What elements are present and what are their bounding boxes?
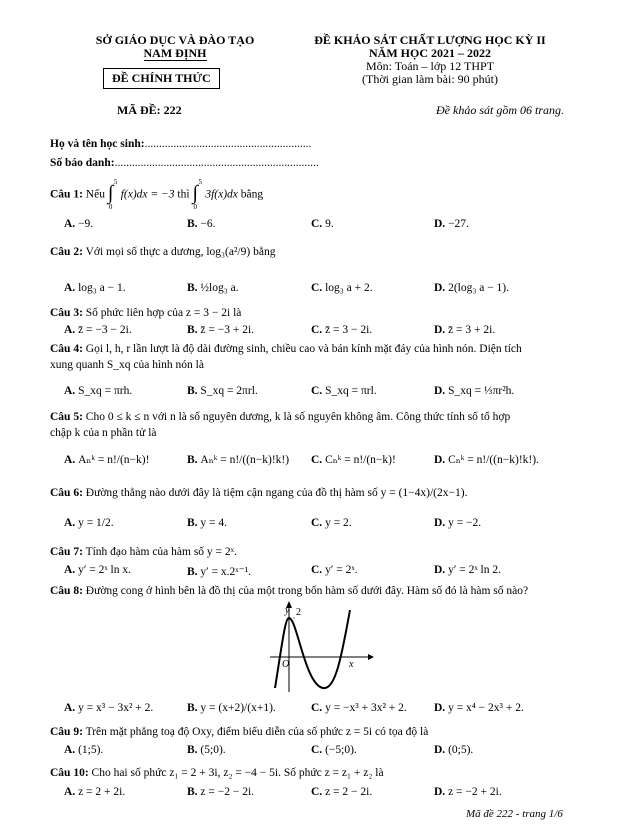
q7-text: Tính đạo hàm của hàm số y = 2ˣ. [85, 546, 237, 558]
q1-text-a: Nếu [85, 188, 105, 201]
q7-option-b[interactable]: B. y′ = x.2ˣ⁻¹. [187, 566, 252, 578]
q7-option-c[interactable]: C. y′ = 2ˣ. [311, 564, 358, 576]
integral-sign: ∫ 5 0 [107, 178, 118, 211]
question-8 [50, 585, 528, 597]
q10-option-b[interactable]: B. z = −2 − 2i. [187, 786, 255, 798]
q6-option-a[interactable]: A. y = 1/2. [64, 517, 114, 529]
official-badge: ĐỀ CHÍNH THỨC [103, 68, 220, 89]
q5-option-d[interactable]: D. Cₙᵏ = n!/((n−k)!k!). [434, 454, 539, 466]
student-id-row [50, 157, 319, 169]
q9-option-d[interactable]: D. (0;5). [434, 744, 474, 756]
q3-option-a[interactable]: A. z̄ = −3 − 2i. [64, 324, 132, 336]
q9-text: Trên mặt phẳng toạ độ Oxy, điểm biểu diễn của số phức z = 5i có tọa độ là [85, 726, 429, 738]
question-label: Câu 8: [50, 585, 83, 597]
q4-option-a[interactable]: A. S_xq = πrh. [64, 385, 133, 397]
q4-option-d[interactable]: D. S_xq = ⅓πr²h. [434, 385, 515, 397]
student-name-row [50, 138, 311, 150]
department-name: SỞ GIÁO DỤC VÀ ĐÀO TẠO [95, 33, 255, 47]
student-id-dots: ....................................................................... [114, 157, 319, 169]
q1-integral2: 3f(x)dx [205, 188, 238, 201]
q7-option-d[interactable]: D. y′ = 2ˣ ln 2. [434, 564, 501, 576]
question-label: Câu 6: [50, 487, 83, 499]
q6-text: Đường thẳng nào dưới đây là tiệm cận ngang của đồ thị hàm số y = (1−4x)/(2x−1). [85, 487, 468, 499]
origin-label: O [282, 659, 290, 670]
question-4 [50, 343, 522, 355]
exam-code: MÃ ĐỀ: 222 [117, 103, 182, 117]
student-name-label: Họ và tên học sinh: [50, 138, 145, 150]
page-footer: Mã đề 222 - trang 1/6 [466, 808, 563, 820]
q9-option-b[interactable]: B. (5;0). [187, 744, 226, 756]
question-1 [50, 178, 264, 211]
q8-text: Đường cong ở hình bên là đồ thị của một trong bốn hàm số dưới đây. Hàm số đó là hàm số nào? [85, 585, 529, 597]
student-id-label: Số báo danh: [50, 157, 115, 169]
x-axis-arrow [368, 654, 374, 660]
school-year: NĂM HỌC 2021 – 2022 [369, 46, 491, 60]
q8-option-c[interactable]: C. y = −x³ + 3x² + 2. [311, 702, 407, 714]
q2-text: Với mọi số thực a dương, log₃(a²/9) bằng [85, 246, 276, 258]
q5-text-1: Cho 0 ≤ k ≤ n với n là số nguyên dương, k là số nguyên không âm. Công thức tính số tổ hợp [85, 411, 511, 423]
q10-option-c[interactable]: C. z = 2 − 2i. [311, 786, 373, 798]
pages-note: Đề khảo sát gồm 06 trang. [436, 103, 564, 117]
q6-option-c[interactable]: C. y = 2. [311, 517, 352, 529]
q8-option-d[interactable]: D. y = x⁴ − 2x³ + 2. [434, 702, 524, 714]
q6-option-b[interactable]: B. y = 4. [187, 517, 228, 529]
question-label: Câu 4: [50, 343, 83, 355]
question-2 [50, 246, 275, 258]
q1-option-b[interactable]: B. −6. [187, 218, 216, 230]
q4-option-b[interactable]: B. S_xq = 2πrl. [187, 385, 258, 397]
question-label: Câu 10: [50, 767, 89, 779]
q5-option-b[interactable]: B. Aₙᵏ = n!/((n−k)!k!) [187, 454, 290, 466]
question-label: Câu 2: [50, 246, 83, 258]
q1-mid: thì [177, 188, 190, 201]
question-label: Câu 5: [50, 411, 83, 423]
q5-option-c[interactable]: C. Cₙᵏ = n!/(n−k)! [311, 454, 396, 466]
q4-option-c[interactable]: C. S_xq = πrl. [311, 385, 377, 397]
cubic-curve [275, 610, 350, 688]
subject-line: Môn: Toán – lớp 12 THPT [365, 59, 495, 73]
q1-integral1: f(x)dx = −3 [120, 188, 175, 201]
y-tick-2: 2 [296, 607, 301, 618]
q2-option-a[interactable]: A. log₃ a − 1. [64, 282, 126, 294]
integral-sign: ∫ 5 0 [192, 178, 202, 211]
q4-text-1: Gọi l, h, r lần lượt là độ dài đường sinh, chiều cao và bán kính mặt đáy của hình nón. Diện tích [85, 343, 522, 355]
department-city: NAM ĐỊNH [143, 46, 207, 60]
q10-option-a[interactable]: A. z = 2 + 2i. [64, 786, 126, 798]
q10-option-d[interactable]: D. z = −2 + 2i. [434, 786, 502, 798]
q9-option-c[interactable]: C. (−5;0). [311, 744, 357, 756]
q7-option-a[interactable]: A. y′ = 2ˣ ln x. [64, 564, 131, 576]
q1-tail: bằng [240, 188, 264, 201]
q9-option-a[interactable]: A. (1;5). [64, 744, 104, 756]
q5-option-a[interactable]: A. Aₙᵏ = n!/(n−k)! [64, 454, 150, 466]
q3-option-c[interactable]: C. z̄ = 3 − 2i. [311, 324, 373, 336]
q2-option-c[interactable]: C. log₃ a + 2. [311, 282, 373, 294]
q1-option-d[interactable]: D. −27. [434, 218, 469, 230]
question-5 [50, 411, 510, 423]
q8-option-a[interactable]: A. y = x³ − 3x² + 2. [64, 702, 154, 714]
q1-option-c[interactable]: C. 9. [311, 218, 334, 230]
q10-text: Cho hai số phức z₁ = 2 + 3i, z₂ = −4 − 5i. Số phức z = z₁ + z₂ là [91, 767, 384, 779]
y-label: y [285, 605, 290, 616]
question-7 [50, 546, 237, 558]
question-label: Câu 3: [50, 307, 83, 319]
question-10 [50, 767, 384, 779]
question-label: Câu 7: [50, 546, 83, 558]
q2-option-b[interactable]: B. ½log₃ a. [187, 282, 239, 294]
question-6 [50, 487, 467, 499]
q6-option-d[interactable]: D. y = −2. [434, 517, 482, 529]
q8-option-b[interactable]: B. y = (x+2)/(x+1). [187, 702, 276, 714]
q2-option-d[interactable]: D. 2(log₃ a − 1). [434, 282, 510, 294]
q1-option-a[interactable]: A. −9. [64, 218, 94, 230]
q3-option-b[interactable]: B. z̄ = −3 + 2i. [187, 324, 255, 336]
x-label: x [349, 659, 354, 670]
question-label: Câu 9: [50, 726, 83, 738]
q4-text-2: xung quanh S_xq của hình nón là [50, 359, 204, 371]
q3-text: Số phức liên hợp của z = 3 − 2i là [85, 307, 242, 319]
time-line: (Thời gian làm bài: 90 phút) [362, 72, 498, 86]
student-name-dots: .......................................................... [144, 138, 312, 150]
cubic-graph-figure [265, 600, 375, 695]
q5-text-2: chập k của n phần tử là [50, 427, 157, 439]
question-3 [50, 307, 241, 319]
question-9 [50, 726, 428, 738]
exam-title: ĐỀ KHẢO SÁT CHẤT LƯỢNG HỌC KỲ II [314, 33, 546, 47]
question-label: Câu 1: [50, 188, 83, 201]
q3-option-d[interactable]: D. z̄ = 3 + 2i. [434, 324, 496, 336]
